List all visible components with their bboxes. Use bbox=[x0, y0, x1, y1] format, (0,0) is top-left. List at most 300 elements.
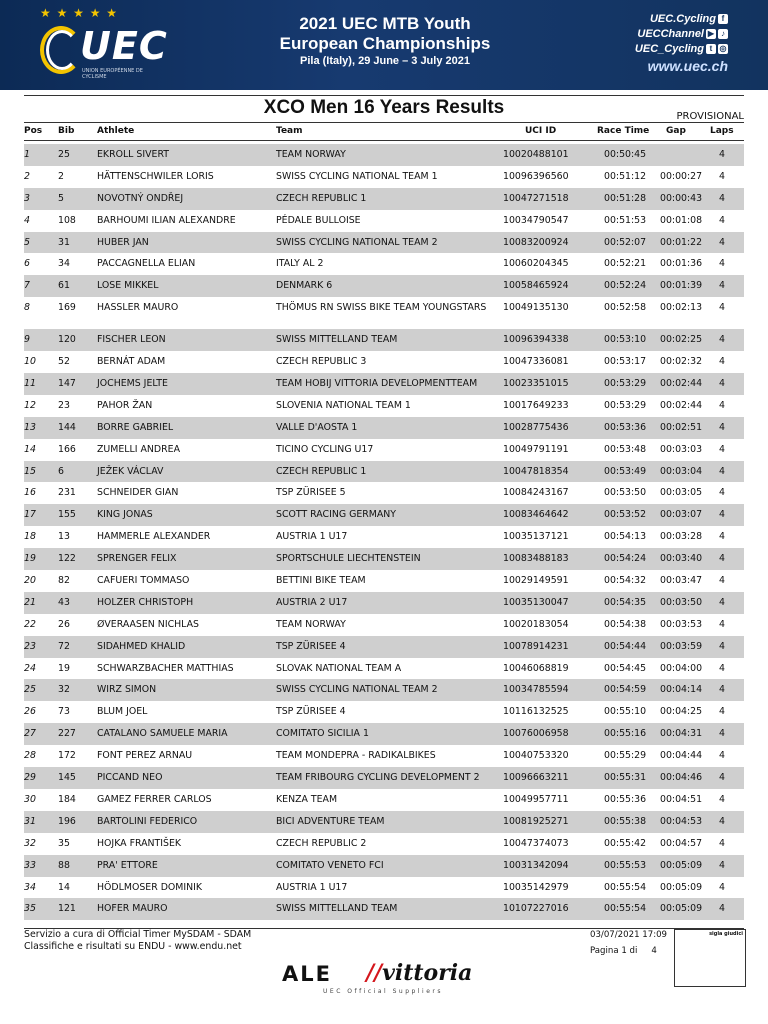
cell-bib: 155 bbox=[58, 509, 76, 521]
cell-laps: 4 bbox=[719, 302, 725, 314]
cell-team: TSP ZÜRISEE 4 bbox=[276, 640, 346, 652]
cell-team: SLOVAK NATIONAL TEAM A bbox=[276, 662, 402, 674]
table-row bbox=[24, 144, 744, 166]
event-title bbox=[230, 14, 540, 54]
cell-bib: 172 bbox=[58, 750, 76, 762]
cell-bib: 52 bbox=[58, 356, 70, 368]
cell-athlete: CAFUERI TOMMASO bbox=[97, 575, 190, 587]
cell-laps: 4 bbox=[719, 149, 725, 160]
cell-gap: 00:04:00 bbox=[660, 662, 703, 674]
cell-uci: 10096394338 bbox=[503, 334, 569, 346]
cell-uci: 10076006958 bbox=[503, 728, 569, 740]
cell-time: 00:52:58 bbox=[604, 302, 647, 314]
logo-brand: UEC bbox=[80, 24, 168, 68]
cell-bib: 34 bbox=[58, 258, 70, 270]
vittoria-v-icon: // bbox=[366, 960, 383, 986]
social-links bbox=[578, 12, 728, 74]
col-race-time: Race Time bbox=[597, 126, 650, 136]
cell-team: CZECH REPUBLIC 1 bbox=[276, 465, 367, 477]
cell-team: CZECH REPUBLIC 3 bbox=[276, 356, 367, 368]
cell-laps: 4 bbox=[719, 750, 725, 762]
cell-team: PÉDALE BULLOISE bbox=[276, 214, 361, 226]
cell-pos: 17 bbox=[24, 509, 36, 521]
cell-team: CZECH REPUBLIC 1 bbox=[276, 192, 367, 204]
cell-time: 00:55:38 bbox=[604, 815, 647, 827]
cell-team: TICINO CYCLING U17 bbox=[276, 443, 374, 455]
cell-bib: 72 bbox=[58, 640, 70, 652]
cell-time: 00:51:53 bbox=[604, 214, 647, 226]
cell-gap: 00:03:04 bbox=[660, 465, 703, 477]
cell-athlete: LOSE MIKKEL bbox=[97, 280, 159, 292]
social-facebook[interactable] bbox=[578, 12, 728, 27]
cell-gap: 00:02:25 bbox=[660, 334, 703, 346]
cell-time: 00:53:50 bbox=[604, 487, 647, 499]
cell-pos: 16 bbox=[24, 487, 36, 499]
footer-timestamp: 03/07/2021 17:09 bbox=[590, 930, 668, 940]
social-youtube-label: UECChannel bbox=[637, 28, 704, 40]
suppliers-caption: UEC Official Suppliers bbox=[323, 988, 443, 995]
cell-gap: 00:03:07 bbox=[660, 509, 703, 521]
cell-bib: 43 bbox=[58, 596, 70, 608]
table-row bbox=[24, 570, 744, 592]
cell-laps: 4 bbox=[719, 903, 725, 915]
social-youtube[interactable] bbox=[578, 27, 728, 42]
cell-time: 00:55:53 bbox=[604, 859, 647, 871]
cell-time: 00:50:45 bbox=[604, 149, 647, 160]
cell-athlete: HOFER MAURO bbox=[97, 903, 168, 915]
cell-gap: 00:03:03 bbox=[660, 443, 703, 455]
twitter-icon: t bbox=[706, 44, 716, 54]
cell-pos: 5 bbox=[24, 236, 30, 248]
cell-pos: 26 bbox=[24, 706, 36, 718]
cell-athlete: KING JONAS bbox=[97, 509, 153, 521]
cell-bib: 19 bbox=[58, 662, 70, 674]
cell-bib: 73 bbox=[58, 706, 70, 718]
cell-pos: 3 bbox=[24, 192, 30, 204]
table-row bbox=[24, 898, 744, 920]
cell-gap: 00:03:59 bbox=[660, 640, 703, 652]
cell-team: DENMARK 6 bbox=[276, 280, 333, 292]
cell-time: 00:55:29 bbox=[604, 750, 647, 762]
cell-pos: 13 bbox=[24, 421, 36, 433]
cell-team: COMITATO SICILIA 1 bbox=[276, 728, 369, 740]
table-row bbox=[24, 253, 744, 275]
table-row bbox=[24, 461, 744, 483]
cell-athlete: FISCHER LEON bbox=[97, 334, 166, 346]
page-total: 4 bbox=[651, 946, 657, 956]
cell-athlete: SCHWARZBACHER MATTHIAS bbox=[97, 662, 234, 674]
header-rule bbox=[24, 140, 744, 141]
cell-uci: 10047271518 bbox=[503, 192, 569, 204]
cell-bib: 82 bbox=[58, 575, 70, 587]
cell-bib: 32 bbox=[58, 684, 70, 696]
cell-athlete: BLUM JOEL bbox=[97, 706, 148, 718]
cell-time: 00:55:42 bbox=[604, 837, 647, 849]
cell-bib: 6 bbox=[58, 465, 64, 477]
cell-team: TEAM NORWAY bbox=[276, 618, 346, 630]
cell-uci: 10035142979 bbox=[503, 881, 569, 893]
cell-pos: 27 bbox=[24, 728, 36, 740]
cell-team: KENZA TEAM bbox=[276, 793, 338, 805]
cell-athlete: BARTOLINI FEDERICO bbox=[97, 815, 198, 827]
cell-team: AUSTRIA 1 U17 bbox=[276, 531, 348, 543]
cell-gap: 00:02:13 bbox=[660, 302, 703, 314]
sponsors bbox=[282, 958, 487, 998]
cell-team: SWISS MITTELLAND TEAM bbox=[276, 334, 398, 346]
cell-gap: 00:04:44 bbox=[660, 750, 703, 762]
table-row bbox=[24, 701, 744, 723]
cell-pos: 24 bbox=[24, 662, 36, 674]
cell-bib: 23 bbox=[58, 399, 70, 411]
cell-athlete: PACCAGNELLA ELIAN bbox=[97, 258, 196, 270]
cell-athlete: GAMEZ FERRER CARLOS bbox=[97, 793, 212, 805]
cell-uci: 10083464642 bbox=[503, 509, 569, 521]
cell-gap: 00:04:53 bbox=[660, 815, 703, 827]
cell-laps: 4 bbox=[719, 378, 725, 390]
table-row bbox=[24, 504, 744, 526]
table-row bbox=[24, 833, 744, 855]
cell-team: SWISS MITTELLAND TEAM bbox=[276, 903, 398, 915]
cell-pos: 21 bbox=[24, 596, 36, 608]
cell-athlete: JEŽEK VÁCLAV bbox=[97, 465, 164, 477]
cell-time: 00:53:29 bbox=[604, 399, 647, 411]
cell-athlete: BARHOUMI ILIAN ALEXANDRE bbox=[97, 214, 236, 226]
cell-pos: 15 bbox=[24, 465, 36, 477]
cell-bib: 14 bbox=[58, 881, 70, 893]
cell-uci: 10049957711 bbox=[503, 793, 569, 805]
cell-laps: 4 bbox=[719, 258, 725, 270]
logo-subtitle: UNION EUROPÉENNE DE CYCLISME bbox=[82, 68, 143, 80]
cell-bib: 122 bbox=[58, 553, 76, 565]
cell-pos: 25 bbox=[24, 684, 36, 696]
cell-laps: 4 bbox=[719, 443, 725, 455]
cell-laps: 4 bbox=[719, 881, 725, 893]
cell-team: SLOVENIA NATIONAL TEAM 1 bbox=[276, 399, 411, 411]
cell-time: 00:54:45 bbox=[604, 662, 647, 674]
cell-time: 00:52:21 bbox=[604, 258, 647, 270]
cell-bib: 35 bbox=[58, 837, 70, 849]
cell-pos: 1 bbox=[24, 149, 30, 160]
cell-pos: 23 bbox=[24, 640, 36, 652]
cell-pos: 19 bbox=[24, 553, 36, 565]
cell-bib: 184 bbox=[58, 793, 76, 805]
table-row bbox=[24, 723, 744, 745]
cell-gap: 00:01:39 bbox=[660, 280, 703, 292]
cell-gap: 00:05:09 bbox=[660, 859, 703, 871]
cell-uci: 10096663211 bbox=[503, 772, 569, 784]
cell-uci: 10096396560 bbox=[503, 170, 569, 182]
cell-laps: 4 bbox=[719, 728, 725, 740]
cell-laps: 4 bbox=[719, 684, 725, 696]
cell-bib: 166 bbox=[58, 443, 76, 455]
cell-time: 00:53:48 bbox=[604, 443, 647, 455]
col-uci: UCI ID bbox=[525, 126, 557, 136]
cell-team: TEAM MONDEPRA - RADIKALBIKES bbox=[276, 750, 436, 762]
cell-gap: 00:00:27 bbox=[660, 170, 703, 182]
cell-bib: 227 bbox=[58, 728, 76, 740]
cell-gap: 00:05:09 bbox=[660, 903, 703, 915]
cell-uci: 10020183054 bbox=[503, 618, 569, 630]
cell-laps: 4 bbox=[719, 192, 725, 204]
cell-team: THÖMUS RN SWISS BIKE TEAM YOUNGSTARS bbox=[276, 302, 487, 314]
cell-athlete: SPRENGER FELIX bbox=[97, 553, 177, 565]
cell-bib: 25 bbox=[58, 149, 70, 160]
cell-team: SPORTSCHULE LIECHTENSTEIN bbox=[276, 553, 421, 565]
table-row bbox=[24, 548, 744, 570]
cell-pos: 9 bbox=[24, 334, 30, 346]
cell-time: 00:53:17 bbox=[604, 356, 647, 368]
cell-uci: 10107227016 bbox=[503, 903, 569, 915]
cell-laps: 4 bbox=[719, 531, 725, 543]
cell-bib: 13 bbox=[58, 531, 70, 543]
cell-gap: 00:04:14 bbox=[660, 684, 703, 696]
cell-uci: 10046068819 bbox=[503, 662, 569, 674]
cell-pos: 8 bbox=[24, 302, 30, 314]
cell-uci: 10049791191 bbox=[503, 443, 569, 455]
cell-athlete: PICCAND NEO bbox=[97, 772, 163, 784]
website-link[interactable]: www.uec.ch bbox=[647, 58, 728, 74]
cell-team: VALLE D'AOSTA 1 bbox=[276, 421, 358, 433]
cell-team: TEAM FRIBOURG CYCLING DEVELOPMENT 2 bbox=[276, 772, 480, 784]
cell-athlete: SCHNEIDER GIAN bbox=[97, 487, 179, 499]
cell-bib: 169 bbox=[58, 302, 76, 314]
cell-bib: 144 bbox=[58, 421, 76, 433]
cell-laps: 4 bbox=[719, 575, 725, 587]
cell-time: 00:53:36 bbox=[604, 421, 647, 433]
cell-gap: 00:03:50 bbox=[660, 596, 703, 608]
cell-laps: 4 bbox=[719, 553, 725, 565]
cell-team: TSP ZÜRISEE 4 bbox=[276, 706, 346, 718]
event-title-line1: 2021 UEC MTB Youth bbox=[299, 14, 471, 33]
cell-gap: 00:04:46 bbox=[660, 772, 703, 784]
cell-laps: 4 bbox=[719, 596, 725, 608]
instagram-icon: ◎ bbox=[719, 44, 727, 54]
cell-uci: 10029149591 bbox=[503, 575, 569, 587]
cell-bib: 147 bbox=[58, 378, 76, 390]
cell-uci: 10034785594 bbox=[503, 684, 569, 696]
cell-bib: 145 bbox=[58, 772, 76, 784]
table-row bbox=[24, 789, 744, 811]
table-row bbox=[24, 232, 744, 254]
cell-team: SWISS CYCLING NATIONAL TEAM 2 bbox=[276, 684, 438, 696]
cell-uci: 10028775436 bbox=[503, 421, 569, 433]
cell-athlete: NOVOTNÝ ONDŘEJ bbox=[97, 192, 184, 204]
cell-laps: 4 bbox=[719, 793, 725, 805]
cell-laps: 4 bbox=[719, 356, 725, 368]
cell-time: 00:54:59 bbox=[604, 684, 647, 696]
cell-pos: 22 bbox=[24, 618, 36, 630]
table-row bbox=[24, 188, 744, 210]
footer-credits bbox=[24, 929, 251, 953]
social-twitter[interactable] bbox=[578, 42, 728, 57]
footer-line2: Classifiche e risultati su ENDU - www.endu.net bbox=[24, 941, 242, 952]
cell-athlete: HUBER JAN bbox=[97, 236, 149, 248]
cell-uci: 10047818354 bbox=[503, 465, 569, 477]
cell-time: 00:54:35 bbox=[604, 596, 647, 608]
table-row bbox=[24, 329, 744, 351]
cell-pos: 6 bbox=[24, 258, 30, 270]
cell-uci: 10049135130 bbox=[503, 302, 569, 314]
header-banner bbox=[0, 0, 768, 90]
cell-gap: 00:04:31 bbox=[660, 728, 703, 740]
cell-team: COMITATO VENETO FCI bbox=[276, 859, 384, 871]
cell-uci: 10031342094 bbox=[503, 859, 569, 871]
cell-uci: 10035137121 bbox=[503, 531, 569, 543]
table-row bbox=[24, 636, 744, 658]
cell-bib: 88 bbox=[58, 859, 70, 871]
cell-gap: 00:04:57 bbox=[660, 837, 703, 849]
table-row bbox=[24, 297, 744, 329]
cell-uci: 10083200924 bbox=[503, 236, 569, 248]
cell-laps: 4 bbox=[719, 465, 725, 477]
facebook-icon: f bbox=[718, 14, 728, 24]
cell-gap: 00:03:05 bbox=[660, 487, 703, 499]
cell-uci: 10081925271 bbox=[503, 815, 569, 827]
cell-athlete: FONT PEREZ ARNAU bbox=[97, 750, 193, 762]
cell-time: 00:55:31 bbox=[604, 772, 647, 784]
cell-gap: 00:02:32 bbox=[660, 356, 703, 368]
cell-time: 00:53:52 bbox=[604, 509, 647, 521]
cell-uci: 10083488183 bbox=[503, 553, 569, 565]
cell-gap: 00:03:28 bbox=[660, 531, 703, 543]
cell-uci: 10060204345 bbox=[503, 258, 569, 270]
cell-time: 00:54:13 bbox=[604, 531, 647, 543]
table-row bbox=[24, 526, 744, 548]
cell-pos: 34 bbox=[24, 881, 36, 893]
footer-line1: Servizio a cura di Official Timer MySDAM - SDAM bbox=[24, 929, 252, 940]
cell-bib: 5 bbox=[58, 192, 64, 204]
cell-team: TEAM NORWAY bbox=[276, 149, 346, 160]
cell-pos: 12 bbox=[24, 399, 36, 411]
cell-athlete: WIRZ SIMON bbox=[97, 684, 157, 696]
cell-time: 00:51:12 bbox=[604, 170, 647, 182]
cell-pos: 11 bbox=[24, 378, 36, 390]
page-title: XCO Men 16 Years Results bbox=[263, 97, 505, 118]
cell-gap: 00:05:09 bbox=[660, 881, 703, 893]
table-row bbox=[24, 745, 744, 767]
cell-gap: 00:00:43 bbox=[660, 192, 703, 204]
cell-uci: 10047374073 bbox=[503, 837, 569, 849]
cell-time: 00:52:24 bbox=[604, 280, 647, 292]
table-row bbox=[24, 679, 744, 701]
cell-gap: 00:01:08 bbox=[660, 214, 703, 226]
title-rule-top bbox=[24, 95, 744, 96]
col-laps: Laps bbox=[710, 126, 734, 136]
cell-pos: 28 bbox=[24, 750, 36, 762]
cell-athlete: SIDAHMED KHALID bbox=[97, 640, 186, 652]
cell-team: AUSTRIA 2 U17 bbox=[276, 596, 348, 608]
cell-bib: 26 bbox=[58, 618, 70, 630]
cell-gap: 00:02:51 bbox=[660, 421, 703, 433]
cell-uci: 10078914231 bbox=[503, 640, 569, 652]
page-number bbox=[590, 945, 667, 957]
signature-box bbox=[674, 929, 746, 987]
cell-pos: 7 bbox=[24, 280, 30, 292]
cell-athlete: ZUMELLI ANDREA bbox=[97, 443, 180, 455]
youtube-icon: ▶ bbox=[707, 29, 715, 39]
table-row bbox=[24, 592, 744, 614]
table-row bbox=[24, 275, 744, 297]
cell-laps: 4 bbox=[719, 640, 725, 652]
cell-bib: 231 bbox=[58, 487, 76, 499]
cell-bib: 196 bbox=[58, 815, 76, 827]
vittoria-logo bbox=[366, 960, 472, 986]
cell-team: BETTINI BIKE TEAM bbox=[276, 575, 366, 587]
cell-athlete: HASSLER MAURO bbox=[97, 302, 179, 314]
cell-bib: 2 bbox=[58, 170, 64, 182]
table-row bbox=[24, 767, 744, 789]
table-row bbox=[24, 395, 744, 417]
table-row bbox=[24, 210, 744, 232]
cell-uci: 10023351015 bbox=[503, 378, 569, 390]
col-pos: Pos bbox=[24, 126, 43, 136]
cell-athlete: EKROLL SIVERT bbox=[97, 149, 170, 160]
cell-laps: 4 bbox=[719, 280, 725, 292]
social-twitter-label: UEC_Cycling bbox=[634, 43, 704, 55]
eu-stars-icon: ★ ★ ★ ★ ★ bbox=[40, 6, 119, 20]
cell-pos: 20 bbox=[24, 575, 36, 587]
cell-laps: 4 bbox=[719, 487, 725, 499]
cell-time: 00:54:44 bbox=[604, 640, 647, 652]
cell-uci: 10034790547 bbox=[503, 214, 569, 226]
cell-laps: 4 bbox=[719, 706, 725, 718]
social-facebook-label: UEC.Cycling bbox=[649, 13, 716, 25]
cell-team: SWISS CYCLING NATIONAL TEAM 1 bbox=[276, 170, 438, 182]
cell-team: SCOTT RACING GERMANY bbox=[276, 509, 397, 521]
cell-gap: 00:03:47 bbox=[660, 575, 703, 587]
cell-pos: 31 bbox=[24, 815, 36, 827]
cell-laps: 4 bbox=[719, 334, 725, 346]
event-title-line2: European Championships bbox=[279, 34, 491, 53]
table-row bbox=[24, 417, 744, 439]
cell-bib: 61 bbox=[58, 280, 70, 292]
cell-team: TEAM HOBIJ VITTORIA DEVELOPMENTTEAM bbox=[276, 378, 478, 390]
cell-pos: 33 bbox=[24, 859, 36, 871]
cell-laps: 4 bbox=[719, 421, 725, 433]
cell-uci: 10017649233 bbox=[503, 399, 569, 411]
cell-time: 00:54:24 bbox=[604, 553, 647, 565]
cell-team: CZECH REPUBLIC 2 bbox=[276, 837, 367, 849]
cell-pos: 14 bbox=[24, 443, 36, 455]
cell-laps: 4 bbox=[719, 399, 725, 411]
table-row bbox=[24, 614, 744, 636]
table-row bbox=[24, 811, 744, 833]
cell-bib: 121 bbox=[58, 903, 76, 915]
uec-logo bbox=[38, 20, 168, 86]
cell-laps: 4 bbox=[719, 662, 725, 674]
logo-ring-inner-icon bbox=[46, 30, 78, 70]
cell-pos: 18 bbox=[24, 531, 36, 543]
cell-time: 00:55:10 bbox=[604, 706, 647, 718]
page-label: Pagina 1 di bbox=[590, 946, 638, 956]
cell-gap: 00:01:36 bbox=[660, 258, 703, 270]
cell-gap: 00:04:25 bbox=[660, 706, 703, 718]
table-row bbox=[24, 877, 744, 899]
cell-gap: 00:02:44 bbox=[660, 399, 703, 411]
cell-gap: 00:03:53 bbox=[660, 618, 703, 630]
cell-athlete: BORRE GABRIEL bbox=[97, 421, 174, 433]
table-row bbox=[24, 351, 744, 373]
cell-athlete: ØVERAASEN NICHLAS bbox=[97, 618, 199, 630]
footer-meta bbox=[590, 929, 667, 957]
cell-time: 00:54:38 bbox=[604, 618, 647, 630]
cell-athlete: PAHOR ŽAN bbox=[97, 399, 153, 411]
cell-gap: 00:03:40 bbox=[660, 553, 703, 565]
col-bib: Bib bbox=[58, 126, 75, 136]
event-subtitle: Pila (Italy), 29 June – 3 July 2021 bbox=[300, 55, 470, 67]
ale-logo: ALE bbox=[282, 962, 332, 986]
cell-athlete: PRA' ETTORE bbox=[97, 859, 158, 871]
